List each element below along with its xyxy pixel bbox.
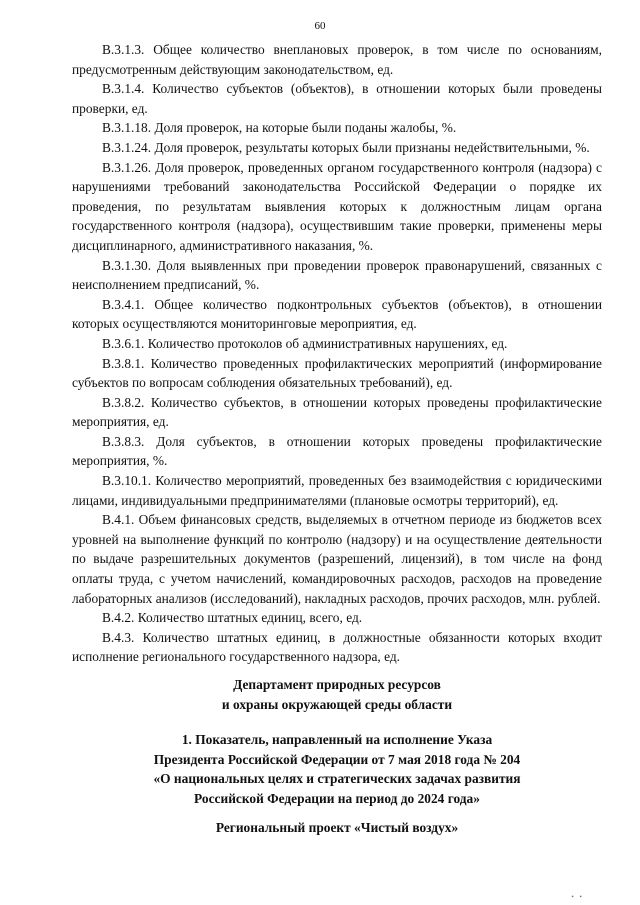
- department-heading-line: Департамент природных ресурсов: [233, 677, 441, 692]
- indicator-paragraph: В.3.1.24. Доля проверок, результаты которых были признаны недействительными, %.: [102, 139, 590, 155]
- indicator-list: [72, 40, 602, 667]
- page-number: 60: [314, 20, 326, 32]
- indicator-paragraph: В.3.6.1. Количество протоколов об административных нарушениях, ед.: [102, 335, 508, 351]
- indicator-paragraph: В.4.3. Количество штатных единиц, в должностные обязанности которых входит исполнение регионального государственного надзора, ед.: [72, 629, 602, 665]
- scan-artifact: • •: [571, 893, 584, 901]
- indicator-paragraph: В.3.8.2. Количество субъектов, в отношении которых проведены профилактические мероприятия, ед.: [72, 394, 602, 430]
- indicator-paragraph: В.3.1.18. Доля проверок, на которые были поданы жалобы, %.: [102, 120, 457, 136]
- indicator-paragraph: В.4.1. Объем финансовых средств, выделяемых в отчетном периоде из бюджетов всех уровней на выполнение функций по контролю (надзору) и на осуществление деятельности по выдаче разрешительных документов (разрешений, лицензий), в том числе на фонд оплаты труда, с учетом начислений, командировочных расходов, расходов на проведение лабораторных анализов (исследований), накладных расходов, прочих расходов, млн. рублей.: [72, 512, 602, 606]
- indicator-heading-line: 1. Показатель, направленный на исполнение Указа: [181, 732, 493, 747]
- indicator-paragraph: В.3.1.26. Доля проверок, проведенных органом государственного контроля (надзора) с нарушениями требований законодательства Российской Федерации о порядке их проведения, по результатам выявления которых к должностным лицам органа государственного контроля (надзора), осуществившим такие проверки, применены меры дисциплинарного, административного наказания, %.: [72, 159, 602, 253]
- indicator-paragraph: В.3.1.30. Доля выявленных при проведении проверок правонарушений, связанных с неисполнением предписаний, %.: [72, 257, 602, 293]
- indicator-paragraph: В.3.1.4. Количество субъектов (объектов), в отношении которых были проведены проверки, ед.: [72, 81, 602, 116]
- indicator-heading-line: Российской Федерации на период до 2024 года»: [194, 790, 480, 806]
- indicator-paragraph: В.3.8.1. Количество проведенных профилактических мероприятий (информирование субъектов по вопросам соблюдения обязательных требований), ед.: [72, 355, 602, 391]
- indicator-paragraph: В.3.10.1. Количество мероприятий, проведенных без взаимодействия с юридическими лицами, индивидуальными предпринимателями (плановые осмотры территорий), ед.: [72, 473, 602, 508]
- indicator-paragraph: В.4.2. Количество штатных единиц, всего, ед.: [102, 610, 363, 626]
- project-heading-text: Региональный проект «Чистый воздух»: [215, 820, 459, 835]
- department-heading: [72, 675, 602, 714]
- department-heading-line: и охраны окружающей среды области: [221, 696, 453, 712]
- indicator-paragraph: В.3.1.3. Общее количество внеплановых проверок, в том числе по основаниям, предусмотренным действующим законодательством, ед.: [72, 42, 602, 77]
- indicator-heading: [72, 730, 602, 808]
- indicator-heading-line: «О национальных целях и стратегических задачах развития: [153, 771, 521, 787]
- project-heading: [72, 818, 602, 838]
- indicator-paragraph: В.3.4.1. Общее количество подконтрольных субъектов (объектов), в отношении которых осуществляются мониторинговые мероприятия, ед.: [72, 296, 602, 332]
- indicator-paragraph: В.3.8.3. Доля субъектов, в отношении которых проведены профилактические мероприятия, %.: [72, 433, 602, 469]
- indicator-heading-line: Президента Российской Федерации от 7 мая 2018 года № 204: [153, 751, 521, 767]
